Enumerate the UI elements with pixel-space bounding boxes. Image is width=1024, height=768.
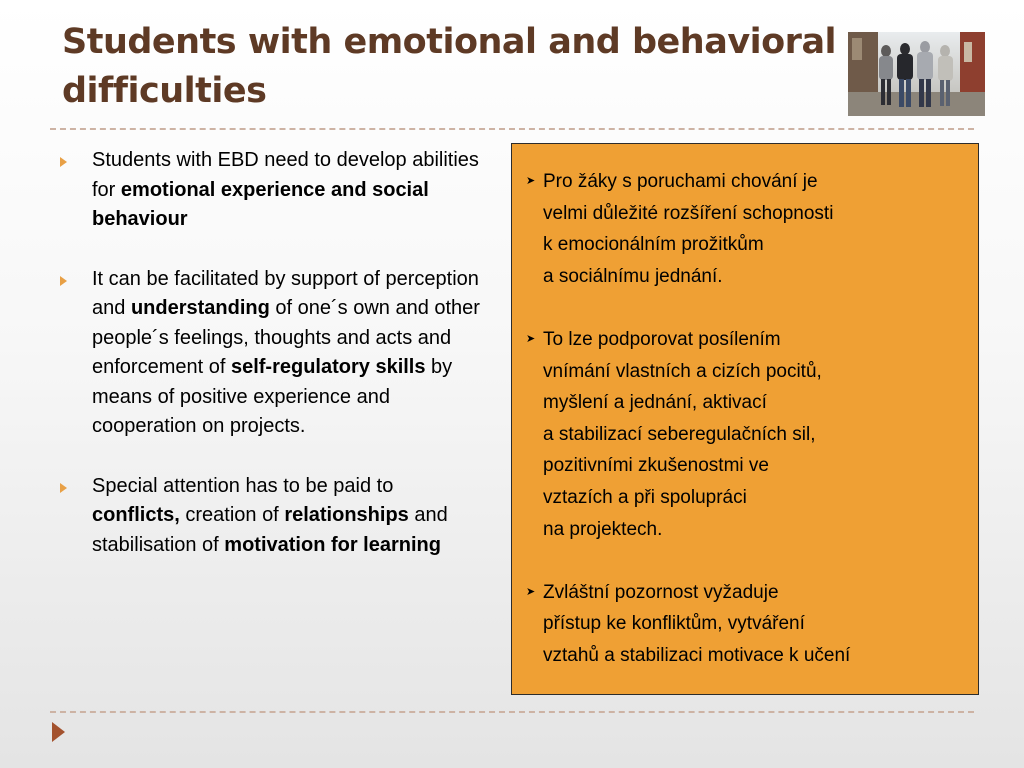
box-line: a stabilizací seberegulačních sil, bbox=[543, 423, 816, 445]
box-line: Zvláštní pozornost vyžaduje bbox=[543, 581, 779, 603]
next-slide-arrow-icon[interactable] bbox=[52, 722, 65, 742]
bullet-bold-text: conflicts, bbox=[92, 504, 180, 526]
triangle-right-icon bbox=[60, 483, 67, 493]
box-line: na projektech. bbox=[543, 518, 663, 540]
bullet-bold-text: relationships bbox=[284, 504, 409, 526]
left-bullet-list bbox=[60, 146, 485, 560]
students-walking-illustration bbox=[848, 32, 985, 116]
bullet-bold-text: emotional experience and social behaviour bbox=[92, 178, 429, 230]
slide-title-line2: difficulties bbox=[62, 71, 267, 111]
triangle-right-icon bbox=[60, 276, 67, 286]
box-line: k emocionálním prožitkům bbox=[543, 234, 764, 256]
right-bullet-2 bbox=[526, 324, 978, 545]
chevron-right-icon: ➤ bbox=[526, 175, 536, 187]
slide-title-line1: Students with emotional and behavioral bbox=[62, 22, 837, 62]
bullet-text: Special attention has to be paid to bbox=[92, 474, 394, 497]
box-line: To lze podporovat posílením bbox=[543, 328, 781, 350]
box-line: a sociálnímu jednání. bbox=[543, 265, 723, 287]
box-line: Pro žáky s poruchami chování je bbox=[543, 171, 818, 192]
right-bullet-1 bbox=[526, 166, 978, 292]
slide-title bbox=[62, 18, 842, 116]
right-bullet-3 bbox=[526, 577, 978, 672]
bullet-text: It can be facilitated by support of perception and bbox=[92, 267, 479, 319]
bottom-divider bbox=[50, 711, 974, 713]
bullet-text: by means of positive experience and cooperation on projects. bbox=[92, 356, 453, 437]
box-line: vztazích a při spolupráci bbox=[543, 486, 747, 508]
box-line: myšlení a jednání, aktivací bbox=[543, 392, 767, 414]
box-line: přístup ke konfliktům, vytváření bbox=[543, 613, 805, 635]
box-line: velmi důležité rozšíření schopnosti bbox=[543, 202, 834, 224]
triangle-right-icon bbox=[60, 157, 67, 167]
left-bullet-3 bbox=[60, 472, 485, 561]
bullet-text: of one´s own and other people´s feelings, thoughts and acts and enforcement of bbox=[92, 297, 480, 378]
students-walking-photo bbox=[848, 32, 985, 116]
chevron-right-icon: ➤ bbox=[526, 585, 536, 598]
bullet-text: Students with EBD need to develop abilities for bbox=[92, 149, 479, 201]
box-line: vztahů a stabilizaci motivace k učení bbox=[543, 644, 851, 666]
bullet-bold-text: motivation for learning bbox=[224, 533, 441, 556]
box-line: vnímání vlastních a cizích pocitů, bbox=[543, 360, 822, 382]
chevron-right-icon: ➤ bbox=[526, 332, 536, 345]
top-divider bbox=[50, 128, 974, 130]
bullet-bold-text: self-regulatory skills bbox=[230, 356, 426, 378]
czech-translation-box bbox=[511, 143, 979, 695]
bullet-text: creation of bbox=[179, 504, 285, 526]
left-bullet-1 bbox=[60, 146, 485, 235]
bullet-bold-text: understanding bbox=[130, 297, 270, 319]
bullet-text: and stabilisation of bbox=[92, 504, 448, 556]
box-line: pozitivními zkušenostmi ve bbox=[543, 455, 769, 477]
left-bullet-2 bbox=[60, 265, 485, 442]
